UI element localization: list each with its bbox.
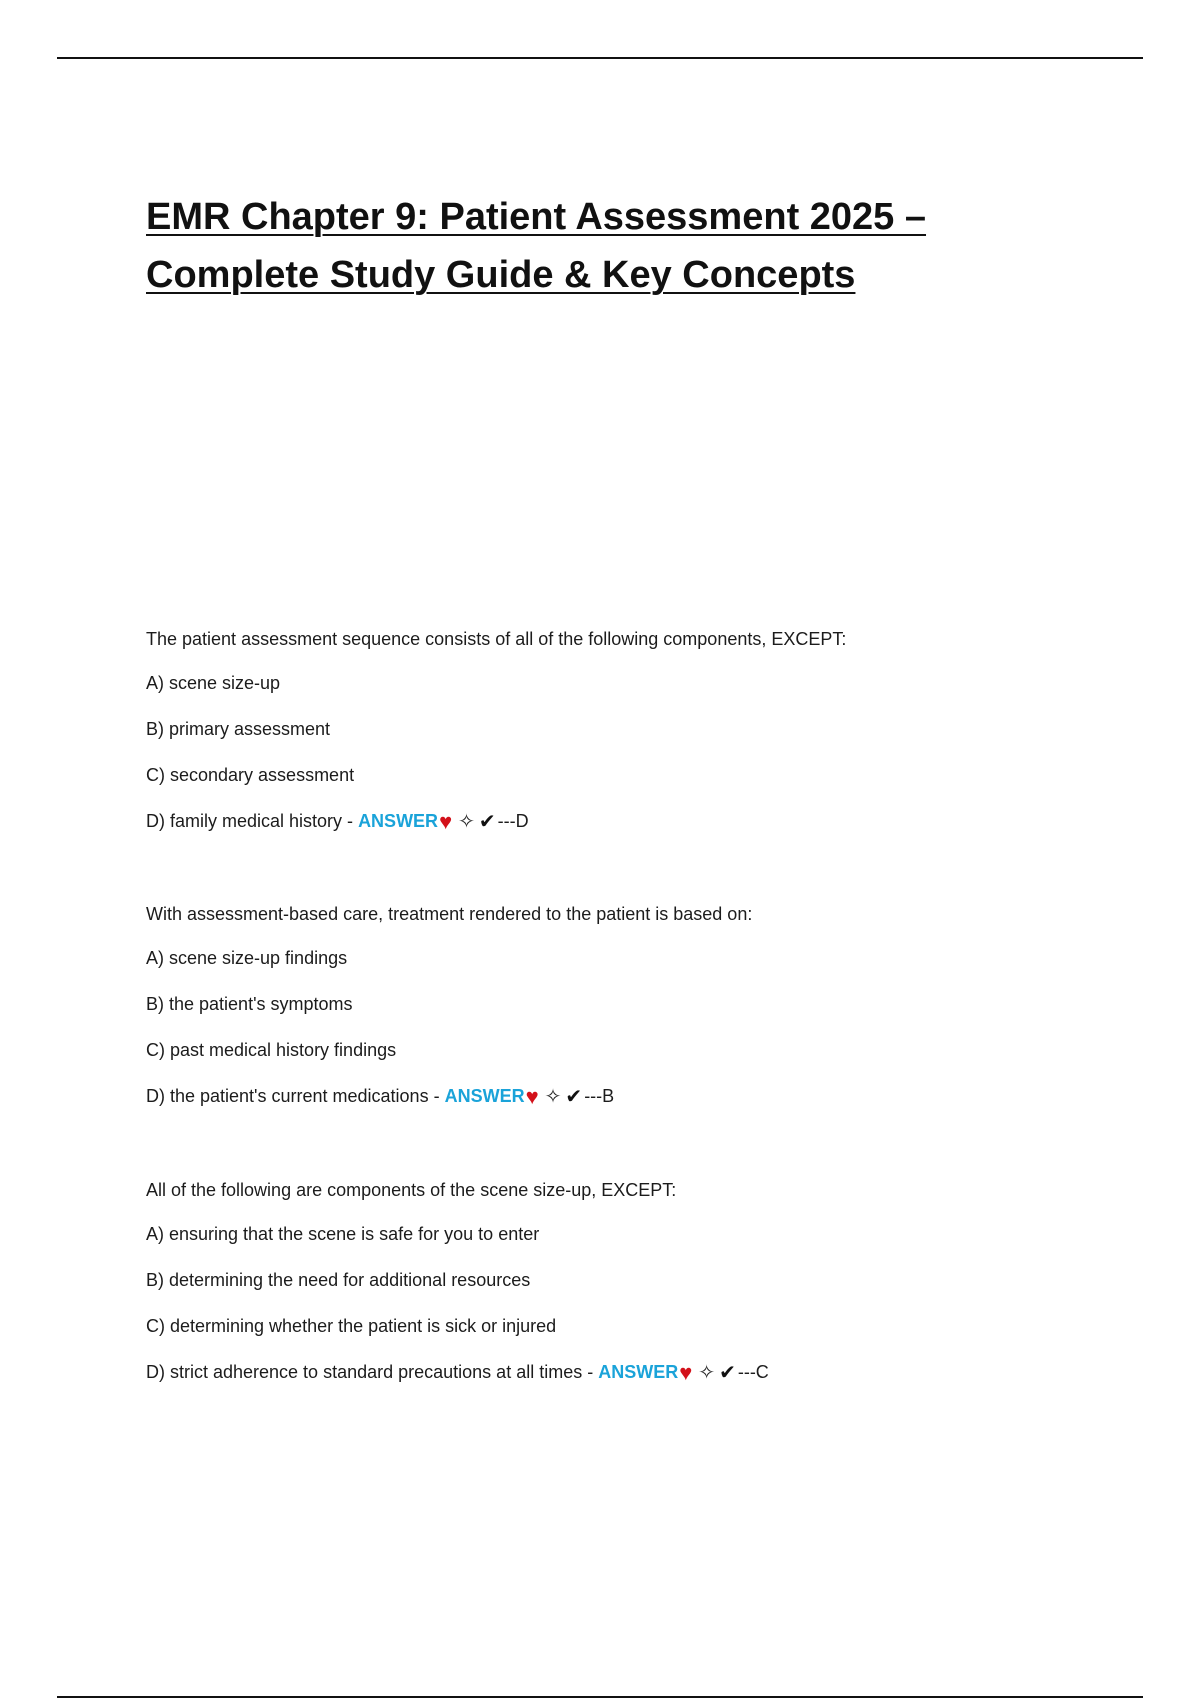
checkmark-icon: ✔ [565, 1086, 583, 1108]
question-block-1 [146, 627, 1146, 855]
heart-icon: ♥ [525, 1084, 539, 1109]
answer-value: ---D [497, 811, 529, 831]
option-d: D) family medical history - [146, 811, 354, 831]
option-b: B) primary assessment [146, 719, 331, 739]
question-stem: All of the following are components of the scene size-up, EXCEPT: [146, 1180, 677, 1200]
answer-value: ---B [584, 1086, 615, 1106]
heart-icon: ♥ [439, 809, 453, 834]
answer-label: ANSWER [358, 811, 439, 831]
title-line-1: EMR Chapter 9: Patient Assessment 2025 – [146, 196, 927, 238]
option-a: A) scene size-up findings [146, 948, 348, 968]
answer-label: ANSWER [444, 1086, 525, 1106]
document-title [146, 188, 1046, 304]
title-line-2: Complete Study Guide & Key Concepts [146, 254, 856, 296]
option-d-with-answer [146, 1360, 1146, 1406]
option-a: A) ensuring that the scene is safe for you to enter [146, 1224, 540, 1244]
question-stem: With assessment-based care, treatment rendered to the patient is based on: [146, 904, 753, 924]
option-c: C) determining whether the patient is sick or injured [146, 1316, 557, 1336]
option-b: B) determining the need for additional resources [146, 1270, 531, 1290]
answer-label: ANSWER [598, 1362, 679, 1382]
checkmark-icon: ✔ [478, 811, 496, 833]
option-d-with-answer [146, 809, 1146, 855]
option-d: D) the patient's current medications - [146, 1086, 440, 1106]
option-b: B) the patient's symptoms [146, 994, 353, 1014]
option-d: D) strict adherence to standard precautions at all times - [146, 1362, 594, 1382]
header-rule [57, 57, 1143, 59]
sparkle-icon: ✧ [698, 1362, 716, 1384]
footer-rule [57, 1696, 1143, 1698]
sparkle-icon: ✧ [458, 811, 475, 833]
question-block-2 [146, 902, 1146, 1130]
option-c: C) secondary assessment [146, 765, 355, 785]
heart-icon: ♥ [679, 1360, 693, 1385]
question-stem: The patient assessment sequence consists of all of the following components, EXCEPT: [146, 629, 847, 649]
checkmark-icon: ✔ [719, 1362, 736, 1384]
sparkle-icon: ✧ [544, 1086, 562, 1108]
option-a: A) scene size-up [146, 673, 281, 693]
option-d-with-answer [146, 1084, 1146, 1130]
question-block-3 [146, 1178, 1146, 1406]
option-c: C) past medical history findings [146, 1040, 397, 1060]
answer-value: ---C [737, 1362, 769, 1382]
